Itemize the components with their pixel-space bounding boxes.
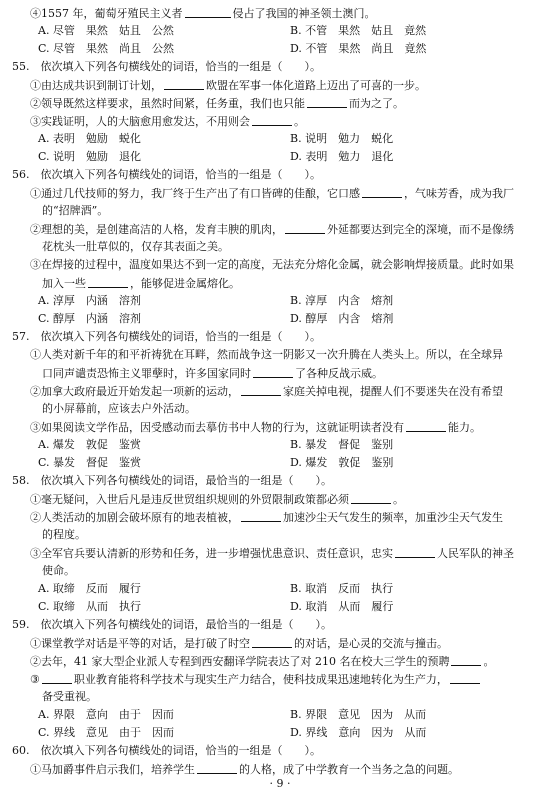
q56-sentence-3: ③在焊接的过程中，温度如果达不到一定的高度，无法充分熔化金属，就会影响焊接质量。此时如果 <box>30 258 514 271</box>
q56-sentence-2-cont: 花枕头一肚草似的，仅存其表面之美。 <box>42 240 229 253</box>
q56-sentence-1-cont: 的“招牌酒”。 <box>42 204 109 217</box>
q58-sentence-1: ①毫无疑问，入世后凡是违反世贸组织规则的外贸限制政策都必须 。 <box>30 493 404 506</box>
answer-blank[interactable] <box>88 276 128 288</box>
q57-option-b[interactable]: B. 暴发 督促 鉴别 <box>290 438 394 451</box>
q59-sentence-3-cont: 备受重视。 <box>42 690 97 703</box>
q58-option-b[interactable]: B. 取消 反而 执行 <box>290 582 394 595</box>
q55-option-c[interactable]: C. 说明 勉励 退化 <box>38 150 142 163</box>
answer-blank[interactable] <box>395 546 435 558</box>
q59-stem: 59. 依次填入下列各句横线处的词语，最恰当的一组是（ ）。 <box>12 618 332 631</box>
answer-blank[interactable] <box>253 366 293 378</box>
q58-sentence-2: ②人类活动的加剧会破坏原有的地表植被， 加速沙尘天气发生的频率，加重沙尘天气发生 <box>30 511 503 524</box>
answer-blank[interactable] <box>362 186 402 198</box>
q59-option-a[interactable]: A. 界限 意向 由于 因而 <box>38 708 174 721</box>
q58-stem: 58. 依次填入下列各句横线处的词语，最恰当的一组是（ ）。 <box>12 474 332 487</box>
q59-sentence-3: ③ 职业教育能将科学技术与现实生产力结合，使科技成果迅速地转化为生产力， <box>0 672 560 687</box>
q57-sentence-2-cont: 的小屏幕前，应该去户外活动。 <box>42 402 196 415</box>
answer-blank[interactable] <box>252 114 292 126</box>
q59-sentence-1: ①课堂教学对话是平等的对话，是打破了时空 的对话，是心灵的交流与撞击。 <box>30 637 448 650</box>
q59-sentence-2: ②去年，41 家大型企业派人专程到西安翻译学院表达了对 210 名在校大三学生的预聘 。 <box>30 655 495 668</box>
q56-stem: 56. 依次填入下列各句横线处的词语，恰当的一组是（ ）。 <box>12 168 321 181</box>
q55-option-d[interactable]: D. 表明 勉力 退化 <box>290 150 394 163</box>
q56-option-c[interactable]: C. 醇厚 内涵 溶剂 <box>38 312 142 325</box>
q55-sentence-3: ③实践证明，人的大脑愈用愈发达，不用则会 。 <box>30 115 305 128</box>
q58-option-c[interactable]: C. 取缔 从而 执行 <box>38 600 142 613</box>
answer-blank[interactable] <box>351 492 391 504</box>
answer-blank[interactable] <box>307 96 347 108</box>
answer-blank[interactable] <box>197 762 237 774</box>
answer-blank[interactable] <box>164 78 204 90</box>
page-number: · 9 · <box>269 777 291 790</box>
answer-blank[interactable] <box>241 384 281 396</box>
q58-sentence-2-cont: 的程度。 <box>42 528 86 541</box>
q58-sentence-3: ③全军官兵要认清新的形势和任务，进一步增强忧患意识、责任意识，忠实 人民军队的神圣 <box>30 547 514 560</box>
q57-stem: 57. 依次填入下列各句横线处的词语，恰当的一组是（ ）。 <box>12 330 321 343</box>
q58-sentence-3-cont: 使命。 <box>42 564 75 577</box>
q58-option-d[interactable]: D. 取消 从而 履行 <box>290 600 394 613</box>
q59-option-c[interactable]: C. 界线 意见 由于 因而 <box>38 726 175 739</box>
q57-sentence-2: ②加拿大政府最近开始发起一项新的运动， 家庭关掉电视，提醒人们不要迷失在没有希望 <box>30 385 503 398</box>
answer-blank[interactable] <box>406 420 446 432</box>
q56-option-d[interactable]: D. 醇厚 内含 熔剂 <box>290 312 394 325</box>
answer-blank[interactable] <box>241 510 281 522</box>
q56-sentence-2: ②理想的美，是创建高洁的人格，发育丰腴的肌肉， 外延都要达到完全的深境，而不是像绣 <box>30 223 514 236</box>
q55-option-a[interactable]: A. 表明 勉励 蜕化 <box>38 132 141 145</box>
q56-option-b[interactable]: B. 淳厚 内含 熔剂 <box>290 294 394 307</box>
q57-sentence-1-cont: 口同声谴责恐怖主义罪孽时，许多国家同时 了各种反战示威。 <box>42 367 383 380</box>
q55-option-b[interactable]: B. 说明 勉力 蜕化 <box>290 132 394 145</box>
q57-sentence-3: ③如果阅读文学作品，因受感动而去摹仿书中人物的行为，这就证明读者没有 能力。 <box>30 421 481 434</box>
q57-option-a[interactable]: A. 爆发 敦促 鉴赏 <box>38 438 141 451</box>
q54-sentence-4: ④1557 年，葡萄牙殖民主义者 侵占了我国的神圣领土澳门。 <box>30 7 376 20</box>
q57-sentence-1: ①人类对新千年的和平祈祷犹在耳畔，然而战争这一阴影又一次升腾在人类头上。所以，在全球异 <box>30 348 503 361</box>
q59-option-b[interactable]: B. 界限 意见 因为 从而 <box>290 708 427 721</box>
q54-option-a[interactable]: A. 尽管 果然 姑且 公然 <box>38 24 174 37</box>
q60-stem: 60. 依次填入下列各句横线处的词语，恰当的一组是（ ）。 <box>12 744 321 757</box>
answer-blank[interactable] <box>285 222 325 234</box>
q56-option-a[interactable]: A. 淳厚 内涵 溶剂 <box>38 294 141 307</box>
q55-sentence-1: ①由达成共识到制订计划， 欧盟在军事一体化道路上迈出了可喜的一步。 <box>30 79 426 92</box>
answer-blank[interactable] <box>252 636 292 648</box>
q54-option-b[interactable]: B. 不管 果然 姑且 竟然 <box>290 24 427 37</box>
q55-stem: 55. 依次填入下列各句横线处的词语，恰当的一组是（ ）。 <box>12 60 321 73</box>
answer-blank[interactable] <box>450 672 480 684</box>
q57-option-c[interactable]: C. 暴发 督促 鉴赏 <box>38 456 142 469</box>
q58-option-a[interactable]: A. 取缔 反而 履行 <box>38 582 141 595</box>
q55-sentence-2: ②领导既然这样要求，虽然时间紧，任务重，我们也只能 而为之了。 <box>30 97 404 110</box>
q54-option-c[interactable]: C. 尽管 果然 尚且 公然 <box>38 42 175 55</box>
q60-sentence-1: ①马加爵事件启示我们，培养学生 的人格，成了中学教育一个当务之急的问题。 <box>30 763 459 776</box>
q54-option-d[interactable]: D. 不管 果然 尚且 竟然 <box>290 42 427 55</box>
q59-option-d[interactable]: D. 界线 意向 因为 从而 <box>290 726 427 739</box>
answer-blank[interactable] <box>185 6 231 18</box>
q57-option-d[interactable]: D. 爆发 敦促 鉴别 <box>290 456 394 469</box>
answer-blank[interactable] <box>451 654 481 666</box>
answer-blank[interactable] <box>42 672 72 684</box>
q56-sentence-3-cont: 加入一些 ，能够促进金属熔化。 <box>42 277 240 290</box>
q56-sentence-1: ①通过几代技师的努力，我厂终于生产出了有口皆碑的佳酿，它口感 ，气味芳香，成为我厂 <box>30 187 514 200</box>
